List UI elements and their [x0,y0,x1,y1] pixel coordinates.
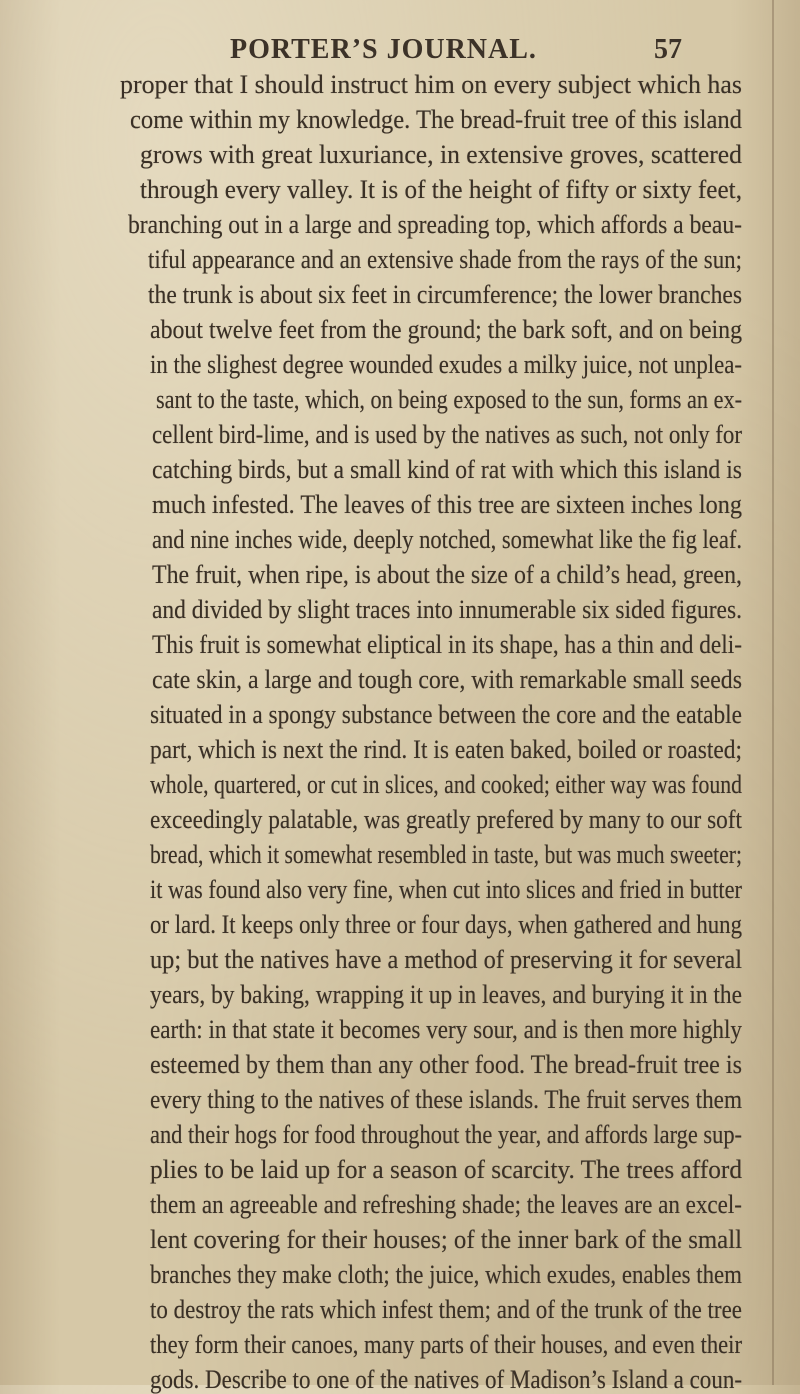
text-line: every thing to the natives of these islands. The fruit serves them [150,1085,742,1114]
text-line: them an agreeable and refreshing shade; the leaves are an excel- [150,1190,742,1219]
text-line: whole, quartered, or cut in slices, and cooked; either way was found [150,770,742,799]
text-line: in the slighest degree wounded exudes a milky juice, not unplea- [150,350,742,379]
text-line: the trunk is about six feet in circumference; the lower branches [148,280,742,309]
text-line: and nine inches wide, deeply notched, somewhat like the fig leaf. [152,525,742,554]
text-line: years, by baking, wrapping it up in leaves, and burying it in the [150,980,742,1009]
text-line: branches they make cloth; the juice, which exudes, enables them [150,1260,742,1289]
text-line: catching birds, but a small kind of rat with which this island is [152,455,742,484]
text-line: cellent bird-lime, and is used by the natives as such, not only for [152,420,742,449]
text-line: it was found also very fine, when cut into slices and fried in butter [150,875,742,904]
text-line: about twelve feet from the ground; the bark soft, and on being [150,315,742,344]
text-line: The fruit, when ripe, is about the size of a child’s head, green, [152,560,742,589]
text-line: part, which is next the rind. It is eaten baked, boiled or roasted; [150,735,742,764]
text-line: through every valley. It is of the height of fifty or sixty feet, [140,175,742,204]
text-line: exceedingly palatable, was greatly prefered by many to our soft [150,805,742,834]
text-line: gods. Describe to one of the natives of Madison’s Island a coun- [150,1365,742,1394]
page-number: 57 [654,34,682,65]
text-line: up; but the natives have a method of preserving it for several [150,945,742,974]
text-line: earth: in that state it becomes very sour, and is then more highly [150,1015,742,1044]
text-line: they form their canoes, many parts of their houses, and even their [150,1330,742,1359]
text-line: cate skin, a large and tough core, with remarkable small seeds [152,665,742,694]
text-line: much infested. The leaves of this tree are sixteen inches long [152,490,742,519]
page-gutter-shadow [772,0,774,1385]
text-line: This fruit is somewhat eliptical in its shape, has a thin and deli- [152,630,742,659]
text-line: or lard. It keeps only three or four days, when gathered and hung [150,910,742,939]
text-line: esteemed by them than any other food. The bread-fruit tree is [150,1050,742,1079]
text-line: branching out in a large and spreading top, which affords a beau- [128,210,742,239]
text-line: plies to be laid up for a season of scarcity. The trees afford [150,1155,742,1184]
text-line: proper that I should instruct him on every subject which has [120,70,742,99]
text-line: and divided by slight traces into innumerable six sided figures. [152,595,742,624]
running-title: PORTER’S JOURNAL. [230,34,537,65]
text-line: bread, which it somewhat resembled in taste, but was much sweeter; [150,840,742,869]
text-line: sant to the taste, which, on being exposed to the sun, forms an ex- [156,385,742,414]
text-line: to destroy the rats which infest them; and of the trunk of the tree [150,1295,742,1324]
page-header [0,34,800,70]
text-line: come within my knowledge. The bread-fruit tree of this island [130,105,742,134]
text-line: lent covering for their houses; of the inner bark of the small [150,1225,742,1254]
text-line: and their hogs for food throughout the year, and affords large sup- [150,1120,742,1149]
text-line: tiful appearance and an extensive shade from the rays of the sun; [148,245,742,274]
text-line: situated in a spongy substance between the core and the eatable [150,700,742,729]
text-line: grows with great luxuriance, in extensive groves, scattered [140,140,742,169]
